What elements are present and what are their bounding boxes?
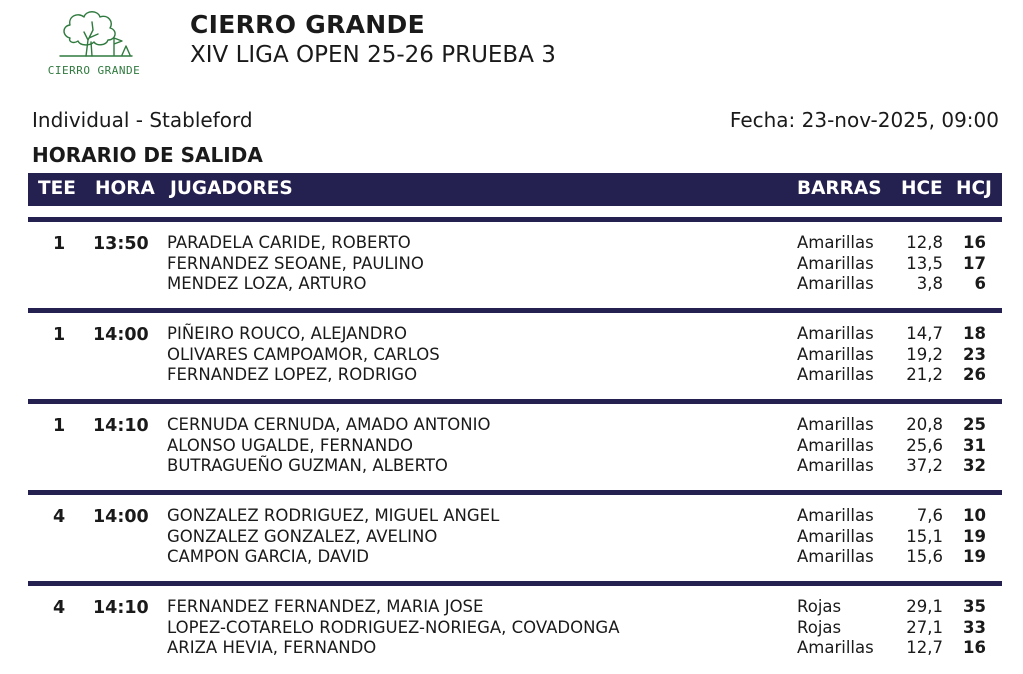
player-hce: 19,2: [906, 345, 943, 364]
player-barras: Amarillas: [797, 456, 874, 475]
player-name: ALONSO UGALDE, FERNANDO: [167, 436, 413, 455]
player-name: ARIZA HEVIA, FERNANDO: [167, 638, 377, 657]
column-header-tee: TEE: [38, 178, 76, 199]
group-hora: 14:00: [93, 507, 149, 527]
group-tee: 1: [53, 325, 66, 345]
player-name: GONZALEZ GONZALEZ, AVELINO: [167, 527, 438, 546]
player-name: FERNANDEZ SEOANE, PAULINO: [167, 254, 424, 273]
player-name: BUTRAGUEÑO GUZMAN, ALBERTO: [167, 456, 448, 475]
player-hcj: 32: [963, 456, 986, 475]
table-header: [28, 173, 1002, 206]
player-hce: 12,7: [906, 638, 943, 657]
tee-time-group: [28, 217, 1002, 308]
player-row: [28, 547, 1002, 568]
player-barras: Amarillas: [797, 324, 874, 343]
player-name: PARADELA CARIDE, ROBERTO: [167, 233, 411, 252]
player-row: [28, 274, 1002, 295]
player-barras: Rojas: [797, 618, 842, 637]
event-date: Fecha: 23-nov-2025, 09:00: [729, 108, 999, 132]
player-row: [28, 436, 1002, 457]
player-hce: 13,5: [906, 254, 943, 273]
player-row: [28, 345, 1002, 366]
player-name: GONZALEZ RODRIGUEZ, MIGUEL ANGEL: [167, 506, 500, 525]
player-row: [28, 527, 1002, 548]
column-header-jugadores: JUGADORES: [170, 178, 293, 199]
player-barras: Amarillas: [797, 506, 874, 525]
player-row: [28, 365, 1002, 386]
column-header-barras: BARRAS: [797, 178, 882, 199]
player-hcj: 10: [963, 506, 986, 525]
group-hora: 13:50: [93, 234, 149, 254]
player-hce: 37,2: [906, 456, 943, 475]
group-hora: 14:10: [93, 416, 149, 436]
player-hce: 15,6: [906, 547, 943, 566]
player-name: CERNUDA CERNUDA, AMADO ANTONIO: [167, 415, 491, 434]
player-name: LOPEZ-COTARELO RODRIGUEZ-NORIEGA, COVADONGA: [167, 618, 620, 637]
competition-format: Individual - Stableford: [32, 108, 253, 132]
player-row: [28, 618, 1002, 639]
player-row: [28, 254, 1002, 275]
player-hcj: 19: [963, 547, 986, 566]
player-hcj: 35: [963, 597, 986, 616]
group-hora: 14:00: [93, 325, 149, 345]
player-row: [28, 415, 1002, 436]
tee-time-group: [28, 308, 1002, 399]
player-hcj: 16: [963, 233, 986, 252]
player-name: OLIVARES CAMPOAMOR, CARLOS: [167, 345, 440, 364]
player-row: [28, 456, 1002, 477]
player-hce: 15,1: [906, 527, 943, 546]
tree-logo-icon: [56, 8, 136, 62]
player-barras: Amarillas: [797, 527, 874, 546]
tee-time-group: [28, 581, 1002, 672]
group-tee: 1: [53, 416, 66, 436]
player-hcj: 26: [963, 365, 986, 384]
tee-time-group: [28, 490, 1002, 581]
club-logo: [42, 8, 146, 86]
player-barras: Amarillas: [797, 274, 874, 293]
player-barras: Amarillas: [797, 233, 874, 252]
player-hce: 29,1: [906, 597, 943, 616]
player-hcj: 25: [963, 415, 986, 434]
player-row: [28, 324, 1002, 345]
player-hcj: 31: [963, 436, 986, 455]
group-tee: 4: [53, 598, 66, 618]
player-hcj: 6: [974, 274, 986, 293]
logo-wordmark: CIERRO GRANDE: [47, 64, 141, 77]
player-hcj: 18: [963, 324, 986, 343]
player-row: [28, 597, 1002, 618]
player-barras: Amarillas: [797, 254, 874, 273]
player-barras: Amarillas: [797, 436, 874, 455]
group-tee: 4: [53, 507, 66, 527]
player-barras: Amarillas: [797, 365, 874, 384]
player-barras: Rojas: [797, 597, 842, 616]
player-hce: 20,8: [906, 415, 943, 434]
event-name: XIV LIGA OPEN 25-26 PRUEBA 3: [190, 42, 556, 68]
player-row: [28, 506, 1002, 527]
player-hcj: 23: [963, 345, 986, 364]
player-name: PIÑEIRO ROUCO, ALEJANDRO: [167, 324, 407, 343]
player-hce: 12,8: [906, 233, 943, 252]
group-hora: 14:10: [93, 598, 149, 618]
player-hce: 3,8: [916, 274, 943, 293]
player-row: [28, 638, 1002, 659]
player-name: FERNANDEZ LOPEZ, RODRIGO: [167, 365, 418, 384]
player-hcj: 19: [963, 527, 986, 546]
column-header-hcj: HCJ: [956, 178, 992, 199]
column-header-hora: HORA: [95, 178, 155, 199]
player-hce: 21,2: [906, 365, 943, 384]
tee-time-group: [28, 399, 1002, 490]
player-hcj: 16: [963, 638, 986, 657]
player-name: MENDEZ LOZA, ARTURO: [167, 274, 367, 293]
player-barras: Amarillas: [797, 345, 874, 364]
group-tee: 1: [53, 234, 66, 254]
club-name: CIERRO GRANDE: [190, 10, 425, 39]
column-header-hce: HCE: [901, 178, 943, 199]
player-barras: Amarillas: [797, 547, 874, 566]
player-hce: 27,1: [906, 618, 943, 637]
player-hce: 7,6: [916, 506, 943, 525]
player-hcj: 33: [963, 618, 986, 637]
player-name: FERNANDEZ FERNANDEZ, MARIA JOSE: [167, 597, 484, 616]
player-hce: 25,6: [906, 436, 943, 455]
player-name: CAMPON GARCIA, DAVID: [167, 547, 369, 566]
section-title: HORARIO DE SALIDA: [32, 143, 263, 167]
tee-time-groups: [28, 217, 1002, 672]
player-hce: 14,7: [906, 324, 943, 343]
player-barras: Amarillas: [797, 638, 874, 657]
player-hcj: 17: [963, 254, 986, 273]
player-barras: Amarillas: [797, 415, 874, 434]
player-row: [28, 233, 1002, 254]
